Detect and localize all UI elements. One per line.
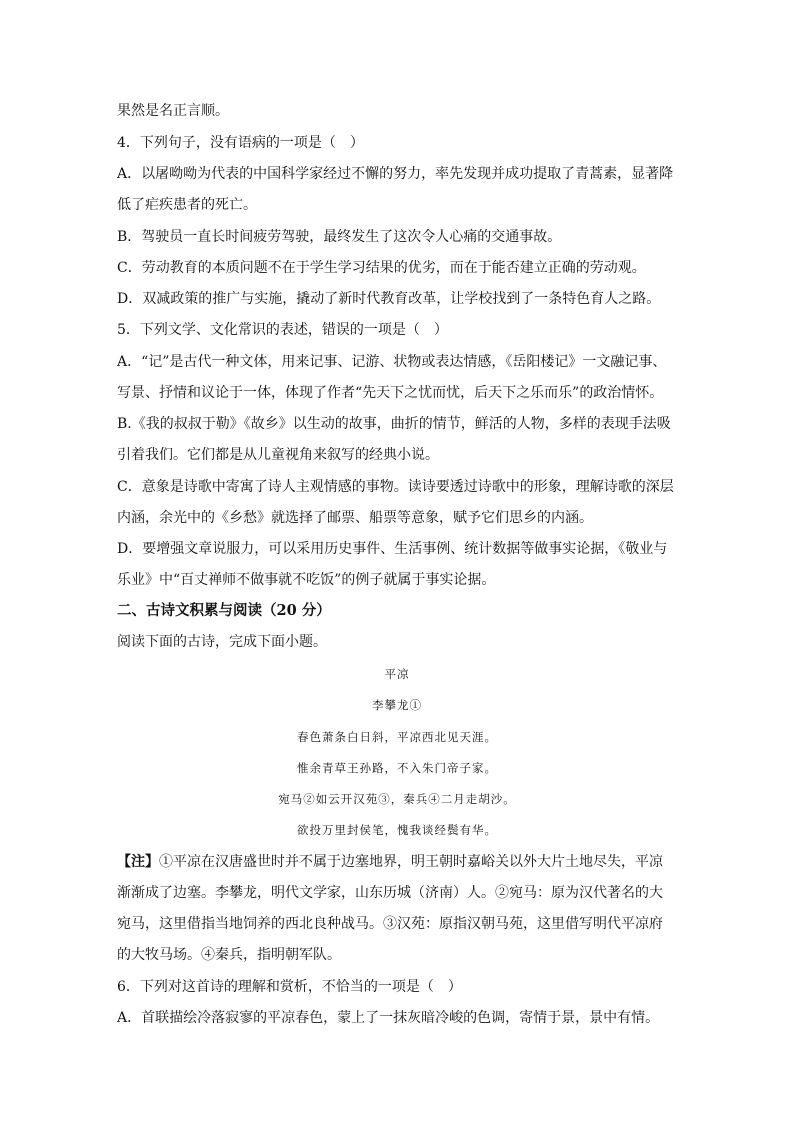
section-2-instruction: 阅读下面的古诗，完成下面小题。 — [117, 634, 327, 650]
q5-option-c-line1: C．意象是诗歌中寄寓了诗人主观情感的事物。读诗要透过诗歌中的形象，理解诗歌的深层 — [117, 479, 674, 495]
poem-line-1: 春色萧条白日斜，平凉西北见天涯。 — [297, 730, 497, 744]
q5-stem: 5．下列文学、文化常识的表述，错误的一项是（ ） — [117, 322, 448, 338]
q4-option-d: D．双减政策的推广与实施，撬动了新时代教育改革，让学校找到了一条特色育人之路。 — [117, 291, 661, 307]
q5-option-b-line1: B.《我的叔叔于勒》《故乡》以生动的故事，曲折的情节，鲜活的人物，多样的表现手法吸 — [117, 416, 671, 432]
q5-option-d-line1: D．要增强文章说服力，可以采用历史事件、生活事例、统计数据等做事实论据，《敬业与 — [117, 541, 668, 557]
q6-option-a: A．首联描绘冷落寂寥的平凉春色，蒙上了一抹灰暗冷峻的色调，寄情于景，景中有情。 — [117, 1010, 660, 1026]
q5-option-b-line2: 引着我们。它们都是从儿童视角来叙写的经典小说。 — [117, 447, 439, 463]
q4-option-a-line1: A．以屠呦呦为代表的中国科学家经过不懈的努力，率先发现并成功提取了青蒿素，显著降 — [117, 166, 674, 182]
poem-line-3: 宛马②如云开汉苑③，秦兵④二月走胡沙。 — [278, 792, 516, 806]
note-line-1 — [117, 852, 677, 872]
poem-line-4: 欲投万里封侯笔，愧我谈经鬓有华。 — [297, 823, 497, 837]
q5-option-c-line2: 内涵，余光中的《乡愁》就选择了邮票、船票等意象，赋予它们思乡的内涵。 — [117, 510, 593, 526]
q6-stem: 6．下列对这首诗的理解和赏析，不恰当的一项是（ ） — [117, 979, 462, 995]
q5-option-a-line1: A．“记”是古代一种文体，用来记事、记游、状物或表达情感，《岳阳楼记》一文融记事、 — [117, 354, 667, 370]
section-2-heading: 二、古诗文积累与阅读（20 分） — [117, 602, 331, 619]
poem-line-2: 惟余青草王孙路，不入朱门帝子家。 — [297, 761, 497, 775]
note-line-3: 宛马，这里借指当地饲养的西北良种战马。③汉苑：原指汉朝马苑，这里借写明代平凉府 — [117, 916, 663, 932]
note-line-2: 渐渐成了边塞。李攀龙，明代文学家，山东历城（济南）人。②宛马：原为汉代著名的大 — [117, 885, 663, 901]
poem-author: 李攀龙① — [372, 698, 422, 712]
note-line-4: 的大牧马场。④秦兵，指明朝军队。 — [117, 947, 341, 963]
note-tag: 【注】 — [117, 854, 159, 870]
q5-option-a-line2: 写景、抒情和议论于一体，体现了作者“先天下之忧而忧，后天下之乐而乐”的政治情怀。 — [117, 385, 664, 401]
q4-option-b: B．驾驶员一直长时间疲劳驾驶，最终发生了这次令人心痛的交通事故。 — [117, 229, 562, 245]
q4-stem: 4．下列句子，没有语病的一项是（ ） — [117, 135, 364, 151]
q4-option-c: C．劳动教育的本质问题不在于学生学习结果的优劣，而在于能否建立正确的劳动观。 — [117, 260, 646, 276]
note-text-1: ①平凉在汉唐盛世时并不属于边塞地界，明王朝时嘉峪关以外大片土地尽失，平凉 — [159, 854, 663, 870]
q5-option-d-line2: 乐业》中“百丈禅师不做事就不吃饭”的例子就属于事实论据。 — [117, 572, 496, 588]
q3-option-tail: 果然是名正言顺。 — [117, 103, 229, 119]
q4-option-a-line2: 低了疟疾患者的死亡。 — [117, 197, 257, 213]
poem-title: 平凉 — [384, 667, 410, 681]
